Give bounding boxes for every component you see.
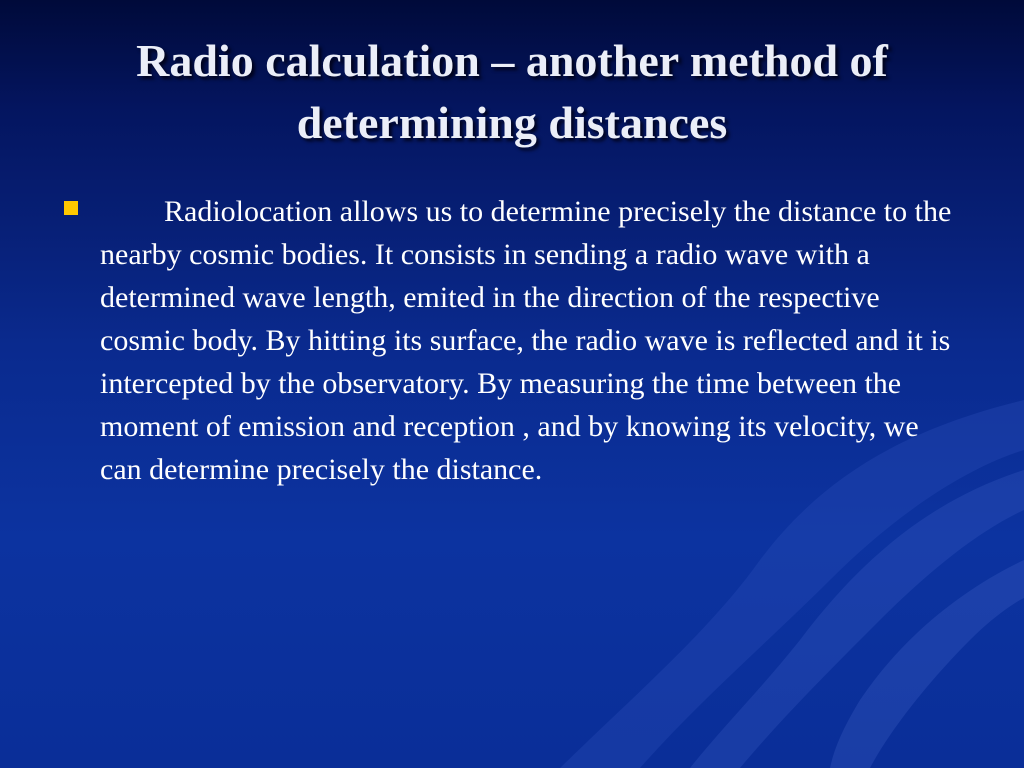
bullet-text: Radiolocation allows us to determine precisely the distance to the nearby cosmic bodies. It consists in sending a radio wave with a determined wave length, emited in the direction of the respective cosmic body. By hitting its surface, the radio wave is reflected and it is intercepted by the observatory. By measuring the time between the moment of emission and reception , and by knowing its velocity, we can determine precisely the distance. [100,195,952,486]
slide-title: Radio calculation – another method of determining distances [136,35,888,148]
bullet-item [62,190,962,491]
slide-content [62,190,962,491]
square-bullet-icon [64,201,78,215]
